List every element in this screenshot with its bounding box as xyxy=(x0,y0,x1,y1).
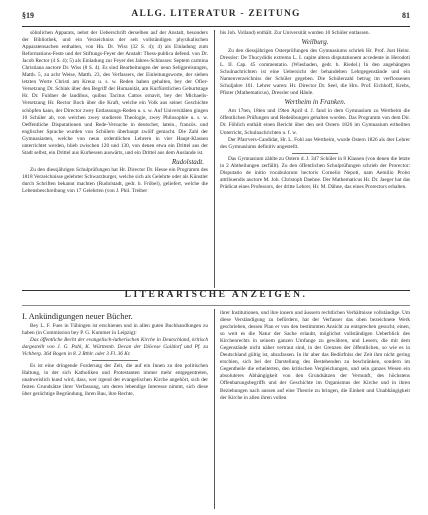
wertheim-text-1: Am 17ten, 18ten und 19ten April d. J. fand in dem Gymnasium zu Wertheim die öffentlichen Prüfungen und Redeübungen gehalten worden. Das Programm von dem Dir. Dr. Föhlich enthält einen Bericht über den seit Ostern 1826 im Gymnasium ertheilten Unterricht, Schulnachrichten u. f. w. xyxy=(220,108,410,136)
column-divider-top xyxy=(214,30,215,288)
book-title-paragraph: Das öffentliche Recht der evangelisch-lutherischen Kirche in Deutschland, kritisch dargestellt von J. G. Pahl, K. Württemb. Decan der Diöcese Gaildorf und Pf. zu Vichberg. 364 Bogen in 8. 2 Rthlr. oder 3 Fl. 36 Kr. xyxy=(22,337,208,358)
announcement-paragraph-3: Es ist eine dringende Forderung der Zeit, die auf ein Innen zu den politischen Haltung, in der sich Katholiken und Protestanten immer mehr entgegentreten, unabweislich kund wird, dass, wer irgend der evangelischen Kirche angehört, sich der festen Grundsätze ihrer Verfassung, um deren lebendige Interesse nimmt, sich diese über gerächtige Begründung, ihren Bau, ihre Rechte, xyxy=(22,363,208,398)
short-separator xyxy=(92,360,138,361)
section-title: LITERARISCHE ANZEIGEN. xyxy=(124,290,308,300)
bottom-left-column xyxy=(22,310,208,510)
right-column xyxy=(220,30,410,288)
place-heading-rudolstadt: Rudolstadt. xyxy=(171,157,204,166)
journal-title: ALLG. LITERATUR - ZEITUNG xyxy=(131,9,301,19)
page-header xyxy=(22,10,410,27)
announcement-continuation: ihrer Institutionen, und ihre innern und äussern rechtlichen Verhältnisse vollständige. Um diese Verständigung zu befördern, hat der Verfasser das oben bezeichnete Werk geschrieben, dessen Plan er von den bestimmten Ansicht zu entsprechen gesucht, einen, so weit es die Natur der Sache erlaubt, möglichst vollständigen Ueberblick des Kirchenrechts in seinem ganzen Umfange zu gewähren, und Lesern, die mit dem Gegenstände nicht näher vertraut sind, in der Grenzen der öffentlichen, so wie es in Deutschland gültig ist, abzufassen. In ihr aber das Bedürfniss der Zeit ihm nicht gering erschien, sich bei der Darstellung des Bestehenden zu beschränken, sondern im Gegentheile die erheiterten, den kritischen Vergleichungen, und sein ganzes Wesen ein absoluteres Abhängigkeit von den Grundsätzen der Vernunft, des höchstens Offenbarungsbegriffs und der Geschichte im Organismus der Kirche und in ihren Beziehungen nach aussen auf eine Theorie zu bringen, die Einheit und Unabhängigkeit der Kirche in allen ihren vollen xyxy=(220,310,410,401)
wertheim-text-3: Das Gymnasium zählte zu Ostern d. J. 347 Schüler in 8 Klassen (von denen die letzte in 2 Abtheilungen zerfällt). Zu den öffentlichen Schulprüfungen schrieb der Prorector: Disputatio de initio vocabulorum hectoris Cornelio Nepoti, nam Aemilio Probo attribuendis auctore M. Joh. Christoph Daehne. Der Mathematicus Hr. Dr. Jaeger hat das Prädicat eines Professors, der dritte Lehrer, Hr. M. Dähne, das eines Prorectors erhalten. xyxy=(220,155,410,190)
wertheim-text-2: Der Pfarrvers-Candidat, Hr. L. Fohl aus Wertheim, wurde Ostern 1826 als 4ter Lehrer des Gymnasiums definitiv angestellt. xyxy=(220,136,410,150)
section-rule-bottom xyxy=(22,305,410,306)
weilburg-text: Zu den diessjährigen Osterprüfungen des Gymnasiums schrieb Hr. Prof. Just Heinr. Dressler: De Thucydidis extremo L. I. capite altera disputationem accedente in Herodoti L. II. Cap. 45 commentatio. (Wiesbaden, gedr. b. Riedel.) In den angehängten Schulnachrichten ist eine Uebersicht der behandelten Lehrgegenstände und ein Namenverzeichniss der Schüler gegeben. Die Schülerzahl betrug im verflossenen Schuljahre 161. Lehrer waren: Hr. Director Dr. Seel, die Hrn. Prof. Eichhoff, Krebs, Pfister (Mathematicus), Dressler und Hänle. xyxy=(220,48,410,97)
rudolstadt-text: Zu den diessjährigen Schulprüfungen hat Hr. Director Dr. Hesse ein Programm des 1818 Verzeichnisse gelehrter Schwarzburger, welche sich als Gelehrte oder als Künstler durch Schriften bekannt machten (Rudolstadt, gedr. b. Fröbel), geliefert, welche die Lebensbeschreibung von 17 Gelehrten (von J. Phil. Treiber xyxy=(22,166,208,194)
column-divider-bottom xyxy=(214,309,215,509)
announcement-paragraph-1: Bey L. F. Fues in Tübingen ist erschienen und in allen guten Buchhandlungen zu haben (in Commission bey P. G. Kummer in Leipzig): xyxy=(22,323,208,337)
bottom-right-column xyxy=(220,310,410,510)
continuation-text: bis Joh. Volland) enthält. Zur Universität wurden 10 Schüler entlassen. xyxy=(220,30,370,36)
article-paragraph: söhnlichen Apparats, nebst der Ueberschrift derselben auf der Anstalt, besonders der Bibliothek, und ein Verzeichniss der seit vollständigen physikalischen Apparatensachen enthalten, von Hn. Dr. Wiss (32 S. 4); 4) als Einladung zum Reformations-Feste und der Stiftungs-Feyer der Anstalt: Thess-publica defend. von Dr. Jacob Rector (4 S. 4); 5) als Einladung zur Feyer des Jahres-Schlusses: Septem carmina Christiana auctore Dr. Wiss (8 S. 4). Es sind Bearbeitungen der neun Seligpreisungen, Matth. 5, zu acht Weise, Matth. 23, des Verfassers, der Einleitungsworte, der sieben letzten Worte Christi am Kreuz u. s. w. Reden haben gehalten, bey der Ofier-Versetzung Dr. Schink über den Begriff der Humanität, am Kurfürstlichen Geburtstage Hr. Dr. Fuldner de laudibus, quibus Tacitus Cattos ornavit, bey der Michaelis-Versetzung Hr. Rector Bock über die Kraft, welche ein Volk aus seiner Geschichte schöpfen kann, der Director zwey Entlassungs-Reden u. s. w. Auf Universitäten gingen 10 Schüler ab, von welchen zwey studieren Theologie, zwey Philosophie u. s. w. Oeffentliche Disputationen und Rede-Versuche in deutscher, latein., französ. und englischer Sprache wurden von Schülern überhaupt zwölf gemacht. Die Zahl der Gymnasiasten, welche von neun ordentlichen Lehrern in vier Haupt-Klassen unterrichtet werden, blieb zwischen 120 und 130, von denen etwa ein Drittel aus der Stadt selbst, ein Drittel aus Kurhessen auswärts, und ein Drittel aus dem Auslande ist. xyxy=(22,30,208,156)
short-separator xyxy=(292,153,338,154)
place-heading-wertheim: Wertheim in Franken. xyxy=(284,98,346,107)
place-heading-weilburg: Weilburg. xyxy=(301,38,329,47)
column-number: 81 xyxy=(402,11,410,20)
subheading: I. Ankündigungen neuer Bücher. xyxy=(22,311,133,321)
left-column xyxy=(22,30,208,288)
page-number: §19 xyxy=(22,11,34,20)
